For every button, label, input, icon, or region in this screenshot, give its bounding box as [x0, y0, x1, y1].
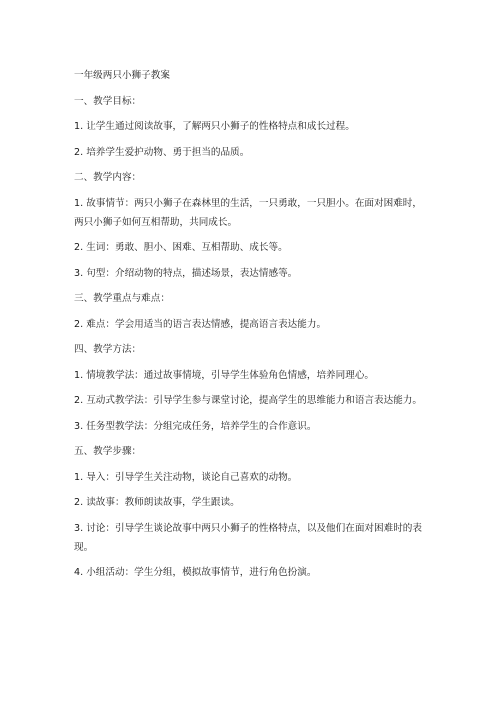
section-heading-key-points: 三、教学重点与难点： — [74, 293, 170, 304]
paragraph: 1. 情境教学法：通过故事情境，引导学生体验角色情感，培养同理心。 — [74, 369, 375, 381]
paragraph: 4. 小组活动：学生分组，模拟故事情节，进行角色扮演。 — [74, 567, 317, 578]
paragraph: 1. 让学生通过阅读故事，了解两只小狮子的性格特点和成长过程。 — [74, 121, 355, 132]
section-heading-objectives: 一、教学目标： — [74, 95, 142, 107]
paragraph: 3. 讨论：引导学生谈论故事中两只小狮子的性格特点，以及他们在面对困难时的表现。 — [74, 522, 422, 553]
paragraph: 2. 互动式教学法：引导学生参与课堂讨论，提高学生的思维能力和语言表达能力。 — [74, 395, 422, 406]
section-heading-steps: 五、教学步骤： — [74, 446, 142, 457]
document-title: 一年级两只小狮子教案 — [74, 70, 170, 81]
paragraph: 1. 导入：引导学生关注动物，谈论自己喜欢的动物。 — [74, 471, 298, 483]
section-heading-content: 二、教学内容： — [74, 172, 142, 183]
paragraph: 2. 读故事：教师朗读故事，学生跟读。 — [74, 497, 240, 508]
paragraph: 2. 培养学生爱护动物、勇于担当的品质。 — [74, 146, 250, 158]
paragraph: 3. 任务型教学法：分组完成任务，培养学生的合作意识。 — [74, 420, 317, 432]
paragraph: 2. 生词：勇敢、胆小、困难、互相帮助、成长等。 — [74, 242, 288, 253]
section-heading-methods: 四、教学方法： — [74, 344, 142, 355]
paragraph: 1. 故事情节：两只小狮子在森林里的生活，一只勇敢，一只胆小。在面对困难时，两只小狮子如何互相帮助，共同成长。 — [74, 197, 422, 228]
paragraph: 3. 句型：介绍动物的特点，描述场景，表达情感等。 — [74, 267, 298, 279]
document-body — [74, 66, 424, 582]
paragraph: 2. 难点：学会用适当的语言表达情感，提高语言表达能力。 — [74, 318, 327, 330]
